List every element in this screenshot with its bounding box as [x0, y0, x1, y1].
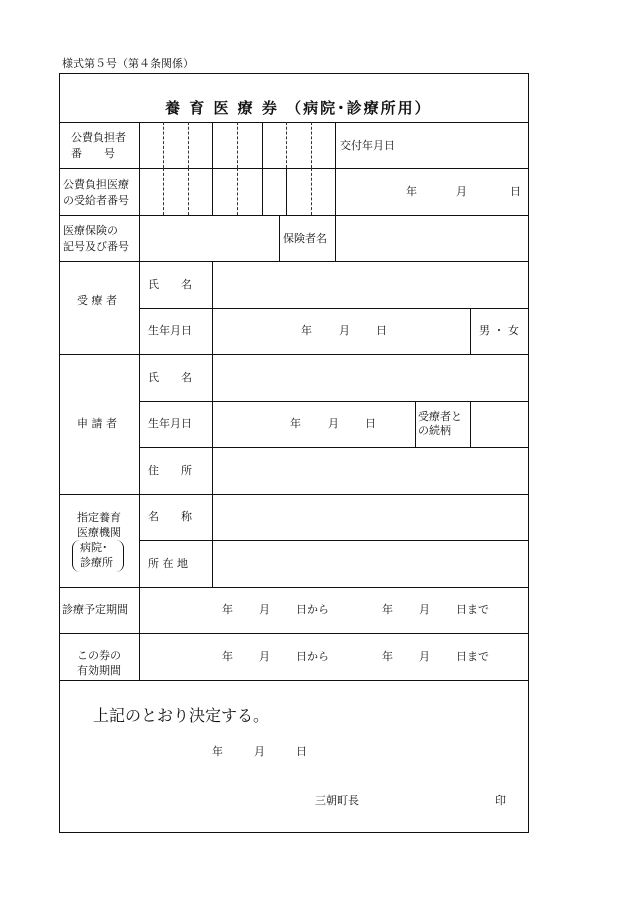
digit-box-divider [262, 168, 263, 215]
treatment-end-year: 年 [382, 603, 393, 616]
sublabel-column-divider [212, 261, 213, 587]
institution-label: 指定養育 [77, 511, 121, 524]
mayor-title: 三朝町長 [315, 794, 359, 807]
applicant-birth-year: 年 [290, 417, 301, 430]
payer-number-label: 番 号 [71, 147, 115, 160]
institution-label: 医療機関 [77, 526, 121, 539]
digit-box-divider [163, 168, 164, 215]
row-divider [59, 680, 529, 681]
validity-start-month: 月 [259, 650, 270, 663]
patient-birth-day: 日 [376, 324, 387, 337]
patient-label: 受 療 者 [77, 294, 117, 307]
validity-end-day: 日まで [456, 650, 489, 663]
insurer-divider [335, 215, 336, 261]
treatment-end-day: 日まで [456, 603, 489, 616]
recipient-number-label: の受給者番号 [63, 194, 129, 207]
row-divider [59, 633, 529, 634]
digit-box-divider [335, 122, 336, 168]
insurance-label: 医療保険の [63, 224, 118, 237]
institution-type-label: 病院･ [80, 541, 108, 554]
decision-month: 月 [254, 745, 265, 758]
row-divider [59, 354, 529, 355]
validity-period-label: この券の [77, 649, 121, 662]
digit-box-divider [262, 122, 263, 168]
validity-start-year: 年 [222, 650, 233, 663]
insurance-label: 記号及び番号 [63, 240, 129, 253]
digit-box-divider [335, 168, 336, 215]
digit-box-divider [286, 122, 287, 168]
treatment-start-day: 日から [296, 603, 329, 616]
form-number: 様式第５号（第４条関係） [62, 57, 194, 70]
gender-label: 男 ・ 女 [479, 324, 519, 337]
digit-box-divider [286, 168, 287, 215]
digit-box-divider [237, 122, 238, 168]
treatment-end-month: 月 [419, 603, 430, 616]
applicant-label: 申 請 者 [77, 417, 117, 430]
digit-box-divider [163, 122, 164, 168]
validity-end-year: 年 [382, 650, 393, 663]
treatment-start-month: 月 [259, 603, 270, 616]
applicant-birth-day: 日 [365, 417, 376, 430]
patient-birth-year: 年 [301, 324, 312, 337]
applicant-address-label: 住 所 [148, 464, 192, 477]
label-column-divider [139, 122, 140, 680]
digit-box-divider [311, 122, 312, 168]
insurer-divider [279, 215, 280, 261]
applicant-birth-month: 月 [328, 417, 339, 430]
relation-label: の続柄 [418, 424, 451, 437]
issue-day-label: 日 [510, 185, 521, 198]
digit-box-divider [237, 168, 238, 215]
row-divider [139, 540, 529, 541]
issue-month-label: 月 [456, 185, 467, 198]
digit-box-divider [188, 122, 189, 168]
institution-location-label: 所 在 地 [148, 557, 188, 570]
treatment-period-label: 診療予定期間 [62, 603, 128, 616]
relation-divider [470, 401, 471, 447]
recipient-number-label: 公費負担医療 [63, 178, 129, 191]
row-divider [59, 494, 529, 495]
row-divider [59, 261, 529, 262]
digit-box-divider [311, 168, 312, 215]
digit-box-divider [188, 168, 189, 215]
decision-text: 上記のとおり決定する。 [93, 706, 270, 725]
issue-year-label: 年 [406, 185, 417, 198]
validity-start-day: 日から [296, 650, 329, 663]
applicant-name-label: 氏 名 [148, 371, 192, 384]
digit-box-divider [212, 122, 213, 168]
row-divider [59, 122, 529, 123]
insurer-name-label: 保険者名 [283, 232, 327, 245]
institution-type-label: 診療所 [80, 556, 113, 569]
form-title: 養 育 医 療 券 （病院･診療所用） [165, 99, 432, 117]
payer-number-label: 公費負担者 [71, 131, 126, 144]
row-divider [59, 587, 529, 588]
applicant-birth-label: 生年月日 [148, 417, 192, 430]
row-divider [59, 168, 529, 169]
validity-end-month: 月 [419, 650, 430, 663]
relation-label: 受療者と [418, 410, 462, 423]
gender-divider [470, 308, 471, 354]
row-divider [139, 447, 529, 448]
issue-date-label: 交付年月日 [340, 139, 395, 152]
institution-name-label: 名 称 [148, 510, 192, 523]
treatment-start-year: 年 [222, 603, 233, 616]
decision-day: 日 [296, 745, 307, 758]
patient-name-label: 氏 名 [148, 278, 192, 291]
seal-mark: 印 [495, 794, 506, 807]
patient-birth-label: 生年月日 [148, 324, 192, 337]
row-divider [59, 215, 529, 216]
relation-divider [415, 401, 416, 447]
patient-birth-month: 月 [339, 324, 350, 337]
digit-box-divider [212, 168, 213, 215]
decision-year: 年 [212, 745, 223, 758]
validity-period-label: 有効期間 [77, 664, 121, 677]
